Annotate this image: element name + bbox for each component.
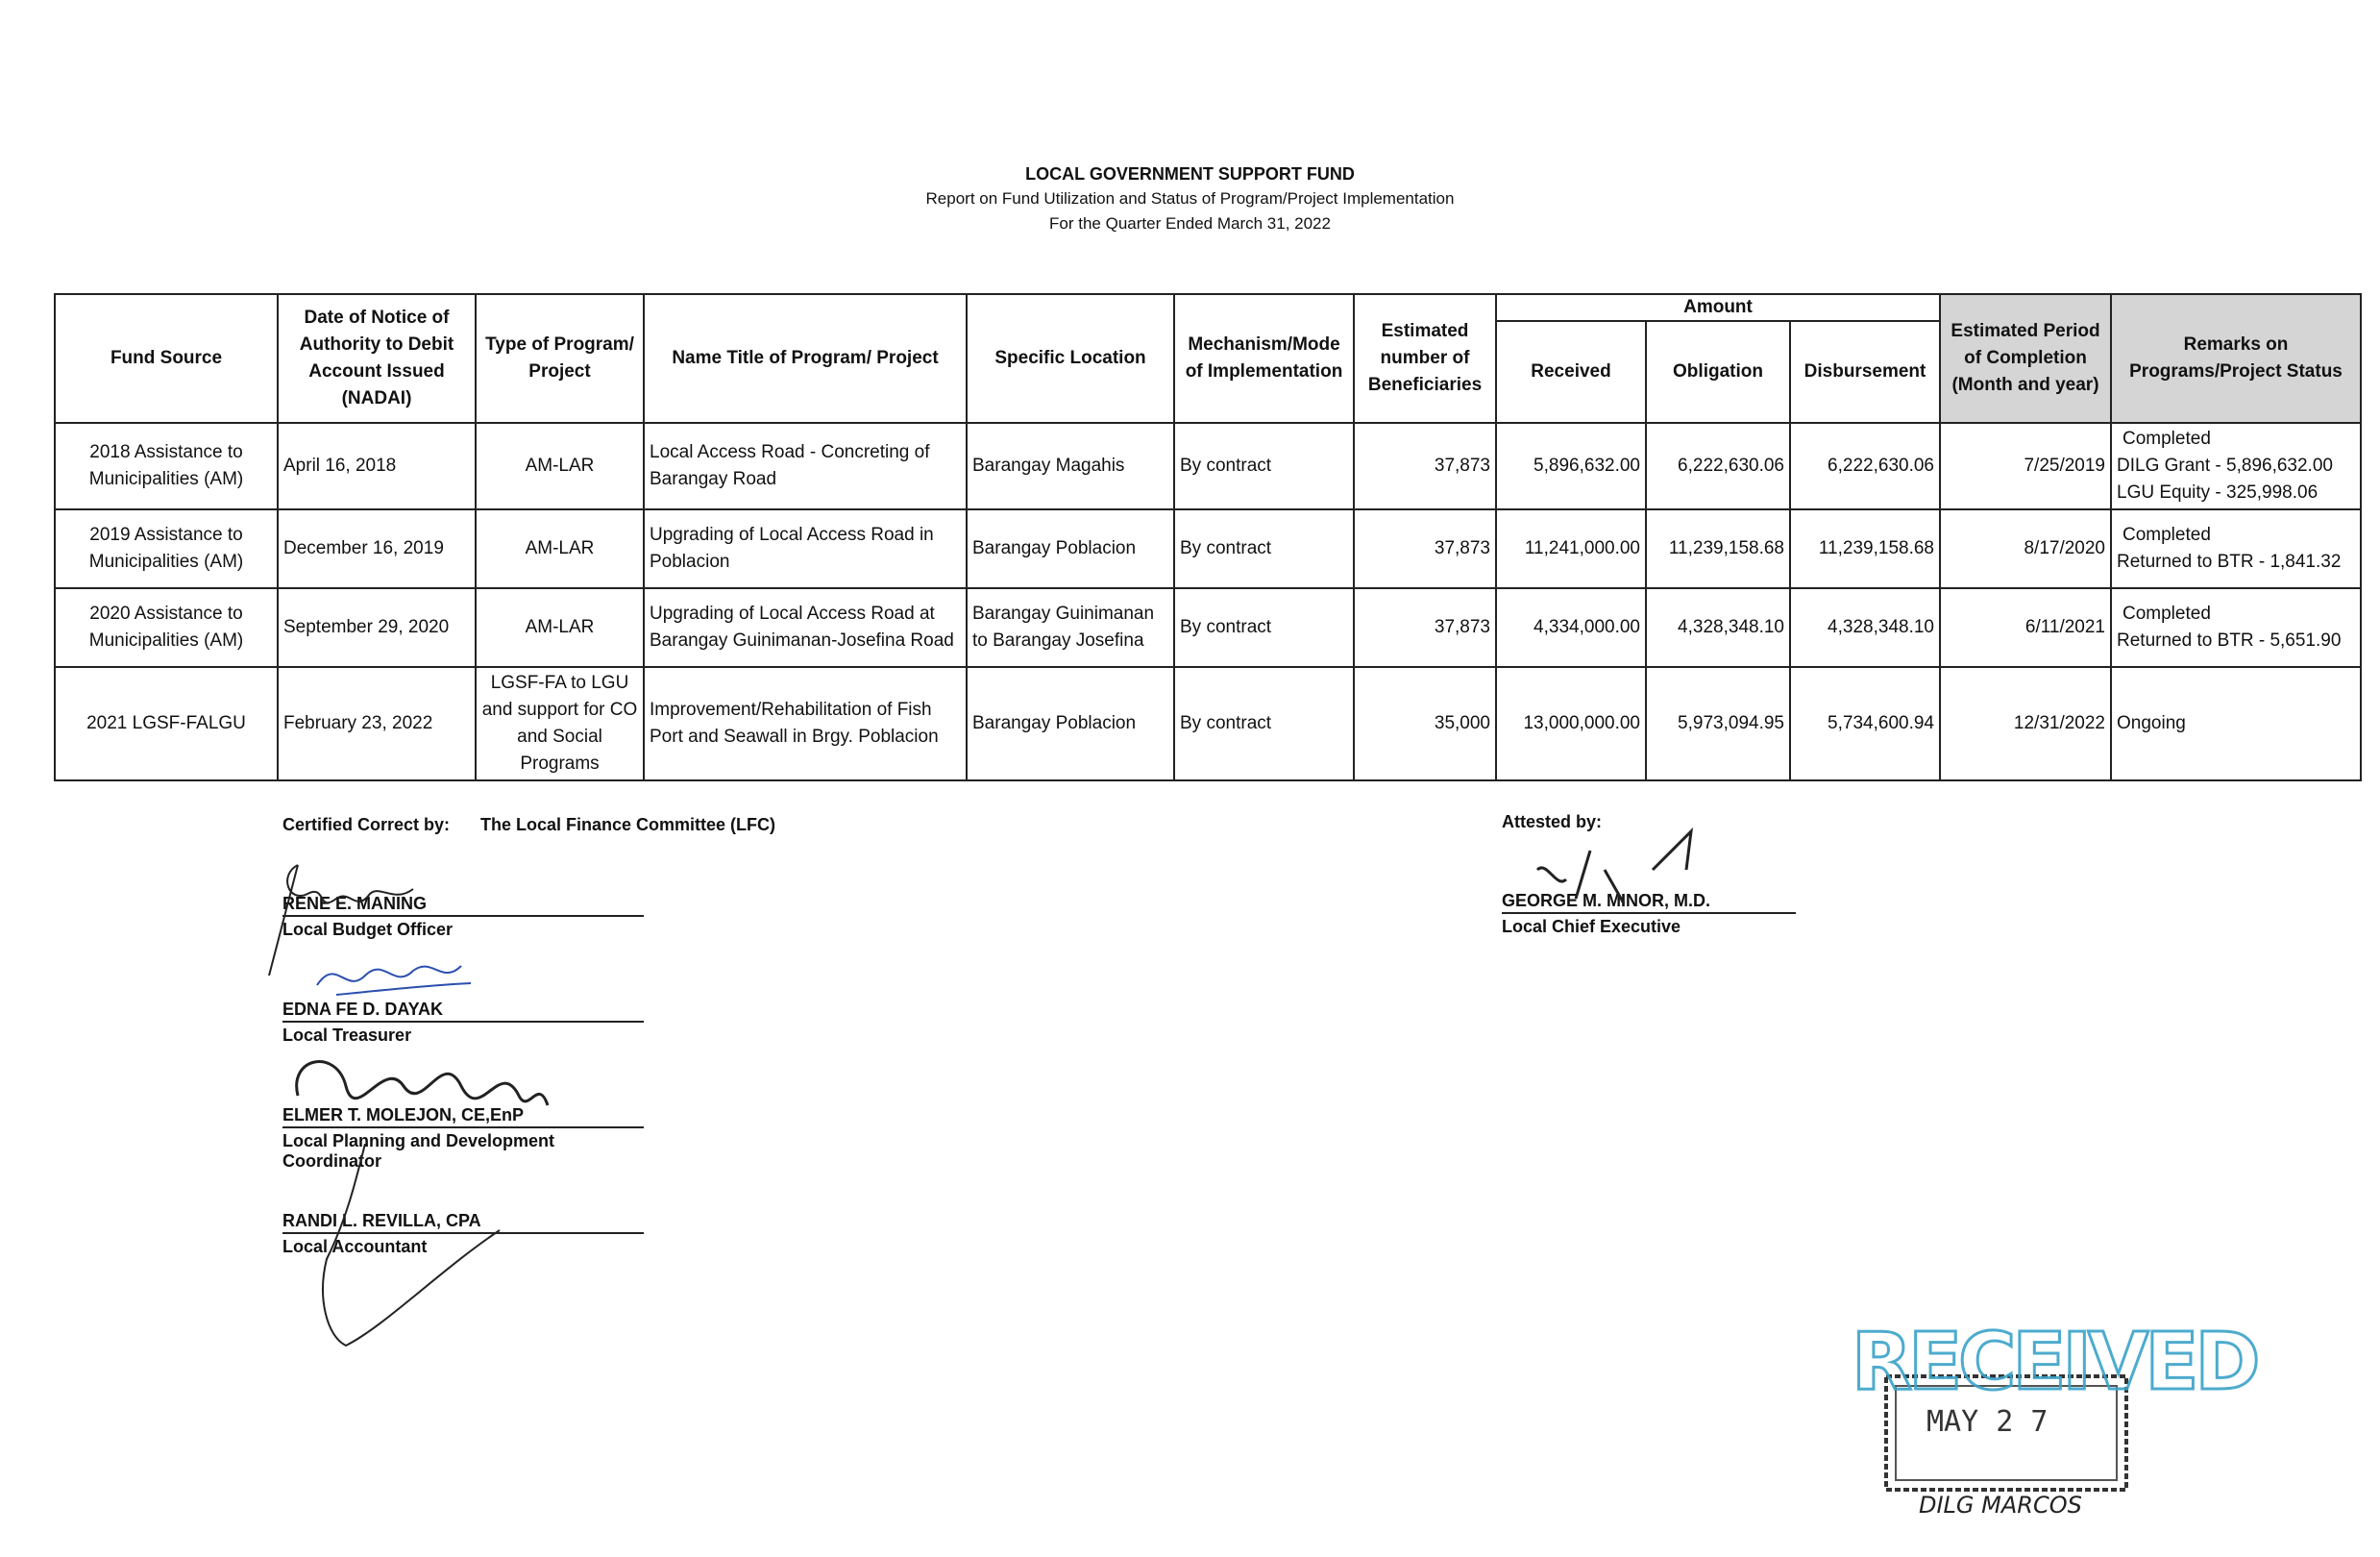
cell-disbursement: 6,222,630.06 [1790, 423, 1940, 509]
signature-scribble [307, 947, 480, 1004]
cell-received: 13,000,000.00 [1496, 667, 1646, 780]
remarks-line: LGU Equity - 325,998.06 [2117, 482, 2319, 503]
report-title: LOCAL GOVERNMENT SUPPORT FUND [1025, 164, 1355, 184]
stamp-office: DILG MARCOS [1919, 1492, 2082, 1519]
cell-beneficiaries: 35,000 [1354, 667, 1496, 780]
fund-utilization-table [54, 293, 2362, 781]
header-nadai: Date of Notice of Authority to Debit Account Issued (NADAI) [278, 294, 476, 423]
cell-received: 4,334,000.00 [1496, 588, 1646, 667]
cell-nadai: September 29, 2020 [278, 588, 476, 667]
cell-mechanism: By contract [1174, 423, 1354, 509]
signatory-position: Local Chief Executive [1502, 917, 1681, 936]
signatory-position: Local Treasurer [282, 1026, 412, 1045]
cell-completion: 12/31/2022 [1940, 667, 2111, 780]
cell-obligation: 6,222,630.06 [1646, 423, 1790, 509]
received-stamp [1850, 1317, 2257, 1530]
remarks-status: Completed [2122, 525, 2211, 545]
header-location: Specific Location [967, 294, 1174, 423]
report-header [0, 161, 2380, 236]
signatory-position: Local Accountant [282, 1237, 428, 1256]
header-obligation: Obligation [1646, 321, 1790, 423]
header-remarks: Remarks on Programs/Project Status [2111, 294, 2361, 423]
remarks-status: Completed [2122, 604, 2211, 624]
cell-remarks [2111, 509, 2361, 588]
cell-mechanism: By contract [1174, 588, 1354, 667]
certified-label: Certified Correct by: [282, 815, 451, 834]
header-disbursement: Disbursement [1790, 321, 1940, 423]
signatory-name: ELMER T. MOLEJON, CE,EnP [282, 1105, 644, 1128]
cell-type: AM-LAR [476, 509, 644, 588]
header-type: Type of Program/ Project [476, 294, 644, 423]
header-name: Name Title of Program/ Project [644, 294, 967, 423]
report-period: For the Quarter Ended March 31, 2022 [1049, 214, 1331, 233]
cell-remarks [2111, 667, 2361, 780]
cell-completion: 8/17/2020 [1940, 509, 2111, 588]
cell-location: Barangay Guinimanan to Barangay Josefina [967, 588, 1174, 667]
cell-disbursement: 11,239,158.68 [1790, 509, 1940, 588]
cell-mechanism: By contract [1174, 667, 1354, 780]
cell-obligation: 11,239,158.68 [1646, 509, 1790, 588]
signatory-position: Local Budget Officer [282, 920, 454, 939]
header-completion: Estimated Period of Completion (Month and year) [1940, 294, 2111, 423]
stamp-received-text: RECEIVED [1852, 1317, 2257, 1408]
signatory-name: RANDI L. REVILLA, CPA [282, 1211, 644, 1234]
report-subtitle: Report on Fund Utilization and Status of Program/Project Implementation [925, 189, 1455, 208]
cell-disbursement: 5,734,600.94 [1790, 667, 1940, 780]
cell-location: Barangay Poblacion [967, 667, 1174, 780]
cell-beneficiaries: 37,873 [1354, 423, 1496, 509]
table-row [55, 423, 2361, 509]
cell-location: Barangay Poblacion [967, 509, 1174, 588]
cell-fund-source: 2018 Assistance to Municipalities (AM) [55, 423, 278, 509]
cell-name: Upgrading of Local Access Road in Poblacion [644, 509, 967, 588]
cell-nadai: February 23, 2022 [278, 667, 476, 780]
committee-label: The Local Finance Committee (LFC) [480, 815, 776, 834]
cell-name: Improvement/Rehabilitation of Fish Port and Seawall in Brgy. Poblacion [644, 667, 967, 780]
cell-remarks [2111, 588, 2361, 667]
remarks-line: Returned to BTR - 1,841.32 [2117, 552, 2342, 572]
table-row [55, 667, 2361, 780]
cell-nadai: December 16, 2019 [278, 509, 476, 588]
cell-beneficiaries: 37,873 [1354, 588, 1496, 667]
signature-scribble [279, 1038, 557, 1144]
cell-received: 5,896,632.00 [1496, 423, 1646, 509]
signatory-name: GEORGE M. MINOR, M.D. [1502, 891, 1796, 914]
header-amount: Amount [1496, 294, 1940, 321]
cell-remarks [2111, 423, 2361, 509]
header-fund-source: Fund Source [55, 294, 278, 423]
cell-fund-source: 2020 Assistance to Municipalities (AM) [55, 588, 278, 667]
cell-type: LGSF-FA to LGU and support for CO and Social Programs [476, 667, 644, 780]
remarks-line: DILG Grant - 5,896,632.00 [2117, 456, 2333, 476]
cell-name: Upgrading of Local Access Road at Barangay Guinimanan-Josefina Road [644, 588, 967, 667]
cell-received: 11,241,000.00 [1496, 509, 1646, 588]
signatory-name: EDNA FE D. DAYAK [282, 1000, 644, 1023]
cell-obligation: 4,328,348.10 [1646, 588, 1790, 667]
remarks-line: Returned to BTR - 5,651.90 [2117, 630, 2342, 651]
signatory-name: RENE E. MANING [282, 894, 644, 917]
signatory-position: Local Planning and Development Coordinator [282, 1131, 555, 1171]
cell-fund-source: 2021 LGSF-FALGU [55, 667, 278, 780]
cell-type: AM-LAR [476, 588, 644, 667]
cell-type: AM-LAR [476, 423, 644, 509]
stamp-date: MAY 2 7 [1926, 1405, 2049, 1439]
signature-scribble [1518, 812, 1730, 918]
cell-nadai: April 16, 2018 [278, 423, 476, 509]
cell-fund-source: 2019 Assistance to Municipalities (AM) [55, 509, 278, 588]
header-mechanism: Mechanism/Mode of Implementation [1174, 294, 1354, 423]
table-row [55, 509, 2361, 588]
cell-obligation: 5,973,094.95 [1646, 667, 1790, 780]
cell-completion: 6/11/2021 [1940, 588, 2111, 667]
header-received: Received [1496, 321, 1646, 423]
table-row [55, 588, 2361, 667]
cell-disbursement: 4,328,348.10 [1790, 588, 1940, 667]
remarks-status: Ongoing [2117, 713, 2186, 733]
cell-location: Barangay Magahis [967, 423, 1174, 509]
cell-completion: 7/25/2019 [1940, 423, 2111, 509]
cell-mechanism: By contract [1174, 509, 1354, 588]
cell-name: Local Access Road - Concreting of Barangay Road [644, 423, 967, 509]
remarks-status: Completed [2122, 429, 2211, 449]
signature-scribble [307, 1144, 519, 1355]
header-beneficiaries: Estimated number of Beneficiaries [1354, 294, 1496, 423]
attested-label: Attested by: [1502, 812, 1603, 831]
cell-beneficiaries: 37,873 [1354, 509, 1496, 588]
